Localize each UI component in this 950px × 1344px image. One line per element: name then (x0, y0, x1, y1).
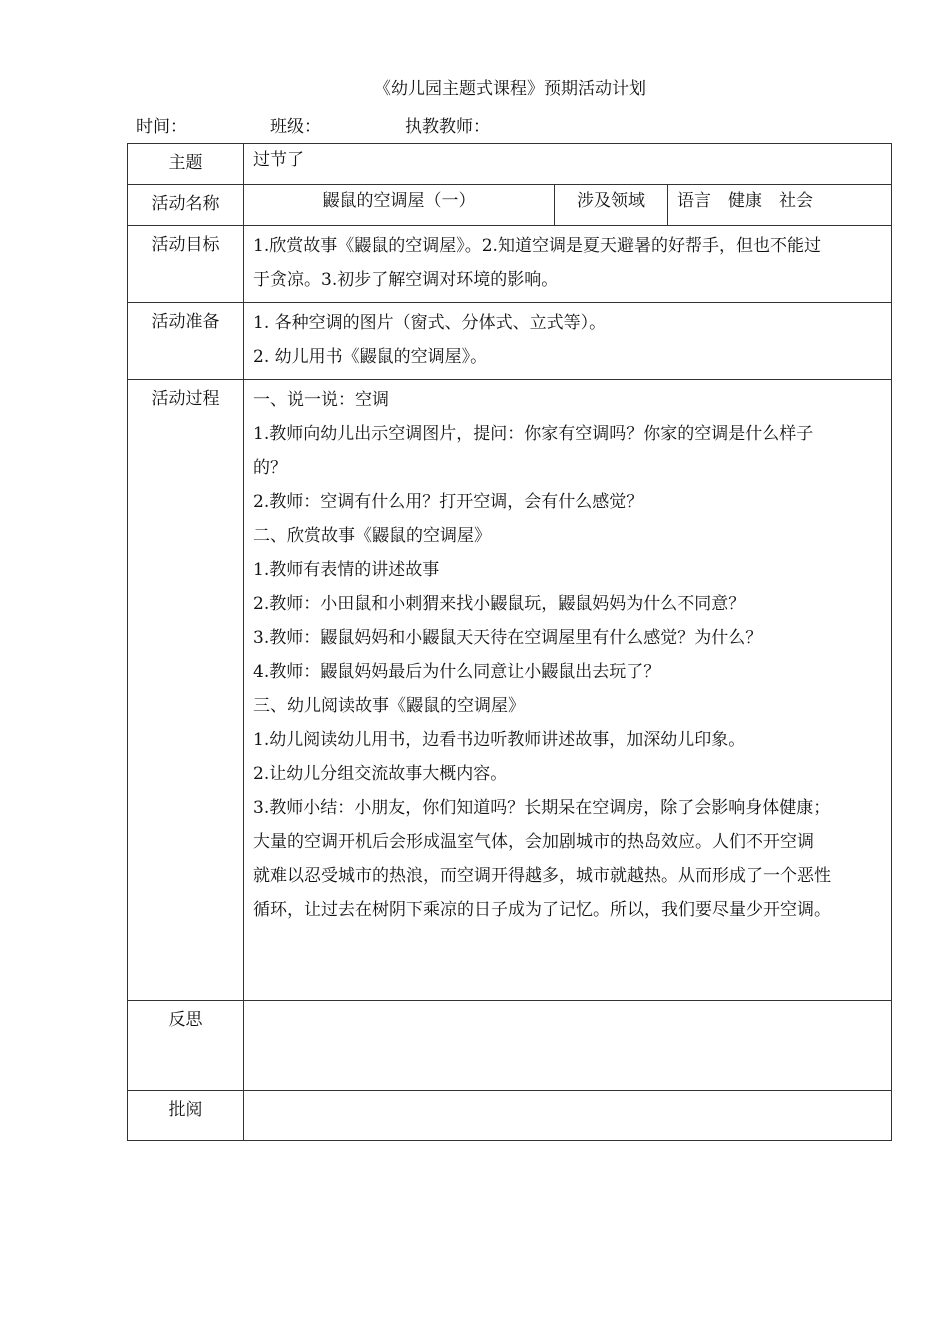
activity-plan-table (127, 143, 892, 1141)
reflection-field[interactable] (244, 1001, 892, 1091)
goal-line: 1.欣赏故事《鼹鼠的空调屋》。2.知道空调是夏天避暑的好帮手，但也不能过 (253, 236, 821, 256)
process-line: 大量的空调开机后会形成温室气体，会加剧城市的热岛效应。人们不开空调 (253, 832, 814, 852)
process-line: 1.幼儿阅读幼儿用书，边看书边听教师讲述故事，加深幼儿印象。 (253, 730, 746, 750)
process-line: 就难以忍受城市的热浪，而空调开得越多，城市就越热。从而形成了一个恶性 (253, 866, 831, 886)
goal-label: 活动目标 (128, 226, 244, 303)
process-line: 三、幼儿阅读故事《鼹鼠的空调屋》 (253, 696, 525, 716)
topic-value: 过节了 (244, 144, 892, 185)
reflection-label: 反思 (128, 1001, 244, 1091)
activity-name-label: 活动名称 (128, 185, 244, 226)
review-row (128, 1091, 892, 1141)
process-line: 2.教师：小田鼠和小刺猬来找小鼹鼠玩，鼹鼠妈妈为什么不同意？ (253, 594, 746, 614)
topic-label: 主题 (128, 144, 244, 185)
process-label: 活动过程 (128, 380, 244, 1001)
domain-value: 语言 健康 社会 (668, 185, 892, 226)
review-field[interactable] (244, 1091, 892, 1141)
process-line: 的？ (253, 458, 287, 478)
reflection-row (128, 1001, 892, 1091)
process-line: 二、欣赏故事《鼹鼠的空调屋》 (253, 526, 491, 546)
process-line: 4.教师：鼹鼠妈妈最后为什么同意让小鼹鼠出去玩了？ (253, 662, 661, 682)
teacher-label: 执教教师： (405, 117, 490, 137)
preparation-row (128, 303, 892, 380)
process-line: 3.教师小结：小朋友，你们知道吗？长期呆在空调房，除了会影响身体健康； (253, 798, 831, 818)
preparation-line: 2. 幼儿用书《鼹鼠的空调屋》。 (253, 347, 488, 367)
process-line: 1.教师向幼儿出示空调图片，提问：你家有空调吗？你家的空调是什么样子 (253, 424, 814, 444)
document-title: 《幼儿园主题式课程》预期活动计划 (374, 79, 646, 99)
process-line: 一、说一说：空调 (253, 390, 389, 410)
domain-label: 涉及领域 (555, 185, 668, 226)
topic-row (128, 144, 892, 185)
goal-content (244, 226, 892, 303)
process-line: 循环，让过去在树阴下乘凉的日子成为了记忆。所以，我们要尽量少开空调。 (253, 900, 831, 920)
preparation-content (244, 303, 892, 380)
time-label: 时间： (136, 117, 187, 137)
review-label: 批阅 (128, 1091, 244, 1141)
goal-line: 于贪凉。3.初步了解空调对环境的影响。 (253, 270, 559, 290)
preparation-line: 1. 各种空调的图片（窗式、分体式、立式等）。 (253, 313, 607, 333)
activity-name-value: 鼹鼠的空调屋（一） (244, 185, 555, 226)
class-label: 班级： (270, 117, 321, 137)
process-line: 3.教师：鼹鼠妈妈和小鼹鼠天天待在空调屋里有什么感觉？为什么？ (253, 628, 763, 648)
goal-row (128, 226, 892, 303)
process-line: 2.教师：空调有什么用？打开空调，会有什么感觉？ (253, 492, 644, 512)
process-content (244, 380, 892, 1001)
process-line: 2.让幼儿分组交流故事大概内容。 (253, 764, 508, 784)
preparation-label: 活动准备 (128, 303, 244, 380)
process-row (128, 380, 892, 1001)
activity-name-row (128, 185, 892, 226)
process-line: 1.教师有表情的讲述故事 (253, 560, 440, 580)
